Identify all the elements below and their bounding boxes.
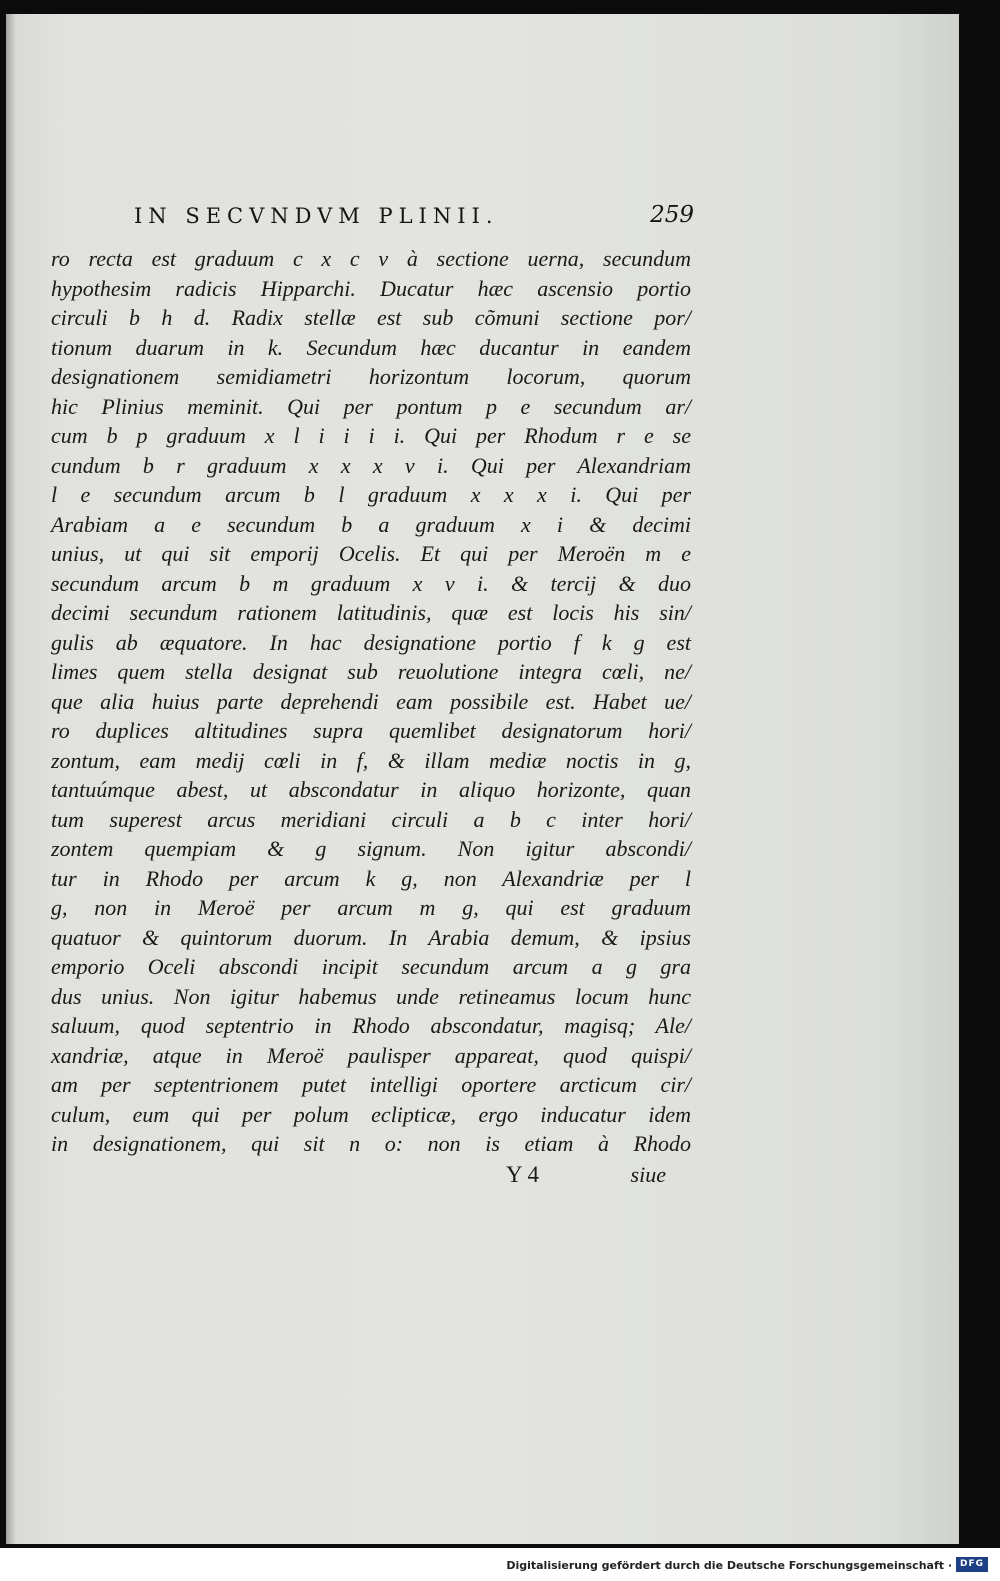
running-title: IN SECVNDVM PLINII. xyxy=(134,204,499,228)
dfg-logo-icon: DFG xyxy=(956,1557,988,1572)
body-text xyxy=(51,244,691,1159)
text-line: designationem semidiametri horizontum locorum, quorum xyxy=(51,364,691,389)
text-line: dus unius. Non igitur habemus unde retineamus locum hunc xyxy=(51,983,691,1009)
text-line: hypothesim radicis Hipparchi. Ducatur hæc ascensio portio xyxy=(51,275,691,301)
text-line: g, non in Meroë per arcum m g, qui est graduum xyxy=(51,895,691,920)
text-line: Arabiam a e secundum b a graduum x i & decimi xyxy=(51,511,691,537)
text-line: in designationem, qui sit n o: non is etiam à Rhodo xyxy=(51,1131,691,1156)
text-line: hic Plinius meminit. Qui per pontum p e secundum ar/ xyxy=(51,393,691,419)
spine-shadow xyxy=(6,14,16,1544)
funding-note: Digitalisierung gefördert durch die Deutsche Forschungsgemeinschaft · xyxy=(506,1559,952,1572)
text-line: tur in Rhodo per arcum k g, non Alexandriæ per l xyxy=(51,865,691,891)
text-line: l e secundum arcum b l graduum x x x i. Qui per xyxy=(51,482,691,507)
text-line: quatuor & quintorum duorum. In Arabia demum, & ipsius xyxy=(51,924,691,950)
page-number: 259 xyxy=(650,202,694,228)
text-line: gulis ab æquatore. In hac designatione portio f k g est xyxy=(51,629,691,655)
text-line: unius, ut qui sit emporij Ocelis. Et qui per Meroën m e xyxy=(51,541,691,566)
text-line: am per septentrionem putet intelligi oportere arcticum cir/ xyxy=(51,1072,691,1097)
text-line: xandriæ, atque in Meroë paulisper appareat, quod quispi/ xyxy=(51,1042,691,1068)
digitization-footer xyxy=(0,1548,1000,1581)
text-line: tionum duarum in k. Secundum hæc ducantur in eandem xyxy=(51,334,691,360)
text-line: tum superest arcus meridiani circuli a b c inter hori/ xyxy=(51,806,691,832)
text-line: tantuúmque abest, ut abscondatur in aliquo horizonte, quan xyxy=(51,777,691,802)
text-line: zontum, eam medij cœli in f, & illam mediæ noctis in g, xyxy=(51,747,691,773)
signature-mark: Y 4 xyxy=(506,1162,540,1187)
text-line: circuli b h d. Radix stellæ est sub cõmuni sectione por/ xyxy=(51,305,691,330)
text-line: zontem quempiam & g signum. Non igitur abscondi/ xyxy=(51,836,691,861)
text-line: cundum b r graduum x x x v i. Qui per Alexandriam xyxy=(51,452,691,478)
text-line: secundum arcum b m graduum x v i. & tercij & duo xyxy=(51,570,691,596)
text-line: decimi secundum rationem latitudinis, quæ est locis his sin/ xyxy=(51,600,691,625)
text-line: cum b p graduum x l i i i i. Qui per Rhodum r e se xyxy=(51,423,691,448)
catchword: siue xyxy=(630,1162,666,1187)
text-line: ro duplices altitudines supra quemlibet designatorum hori/ xyxy=(51,718,691,743)
text-line: emporio Oceli abscondi incipit secundum arcum a g gra xyxy=(51,954,691,979)
catchline xyxy=(506,1162,666,1192)
text-line: limes quem stella designat sub reuolutione integra cœli, ne/ xyxy=(51,659,691,684)
text-line: culum, eum qui per polum eclipticæ, ergo inducatur idem xyxy=(51,1101,691,1127)
text-line: que alia huius parte deprehendi eam possibile est. Habet ue/ xyxy=(51,688,691,714)
text-line: ro recta est graduum c x c v à sectione uerna, secundum xyxy=(51,246,691,271)
page-header xyxy=(134,204,694,234)
book-page xyxy=(6,14,959,1544)
text-line: saluum, quod septentrio in Rhodo abscondatur, magisq; Ale/ xyxy=(51,1013,691,1038)
